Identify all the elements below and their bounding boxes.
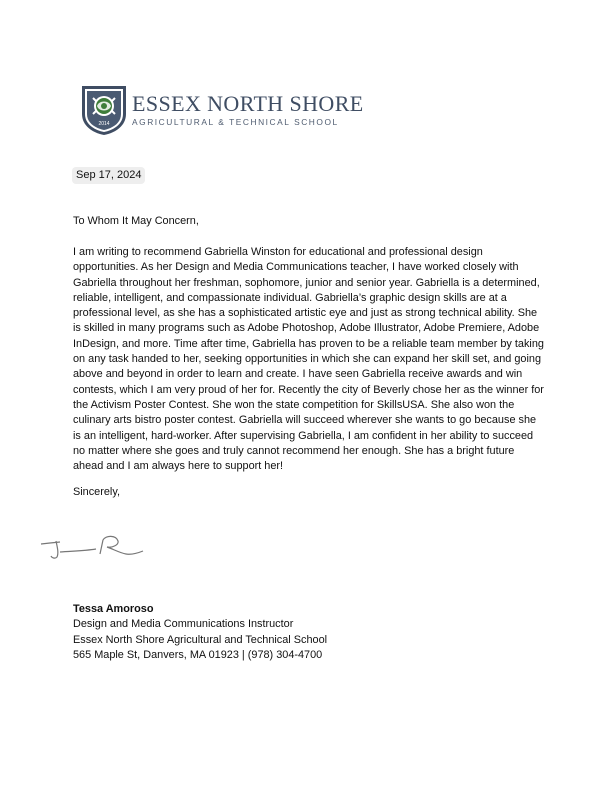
signer-name: Tessa Amoroso bbox=[73, 603, 154, 615]
handwritten-signature bbox=[38, 528, 148, 560]
letterhead bbox=[80, 84, 364, 136]
school-subtitle: AGRICULTURAL & TECHNICAL SCHOOL bbox=[132, 117, 339, 127]
closing: Sincerely, bbox=[73, 486, 121, 498]
crest-year: 2014 bbox=[98, 121, 110, 127]
school-name: ESSEX NORTH SHORE bbox=[132, 91, 364, 116]
signer-address-phone: 565 Maple St, Danvers, MA 01923 | (978) 304-4700 bbox=[73, 648, 323, 661]
body-paragraph: I am writing to recommend Gabriella Winston for educational and professional design opportunities. As her Design and Media Communications teacher, I have worked closely with Gabriella throughout her freshman, sophomore, junior and senior year. Gabriella is a determined, reliable, intelligent, and compassionate individual. Gabriella’s graphic design skills are at a professional level, as she has a sophisticated artistic eye and just as strong technical ability. She is skilled in many programs such as Adobe Photoshop, Adobe Illustrator, Adobe Premiere, Adobe InDesign, and more. Time after time, Gabriella has proven to be a reliable team member by taking on any task handed to her, seeking opportunities in which she can expand her skill set, and going above and beyond in order to learn and create. I have seen Gabriella receive awards and win contests, which I am very proud of her for. Recently the city of Beverly chose her as the winner for the Activism Poster Contest. She won the state competition for SkillsUSA. She also won the culinary arts bistro poster contest. Gabriella will succeed wherever she wants to go because she is an intelligent, hard-worker. After supervising Gabriella, I am confident in her ability to succeed no matter where she goes and truly cannot recommend her enough. She has a bright future ahead and I am always here to support her! bbox=[73, 246, 544, 473]
date-chip[interactable]: Sep 17, 2024 bbox=[72, 167, 145, 184]
signer-title: Design and Media Communications Instructor bbox=[73, 618, 294, 631]
signature-block bbox=[73, 602, 327, 663]
signer-organization: Essex North Shore Agricultural and Technical School bbox=[73, 633, 328, 646]
salutation: To Whom It May Concern, bbox=[73, 215, 199, 227]
school-crest-icon bbox=[80, 84, 128, 136]
